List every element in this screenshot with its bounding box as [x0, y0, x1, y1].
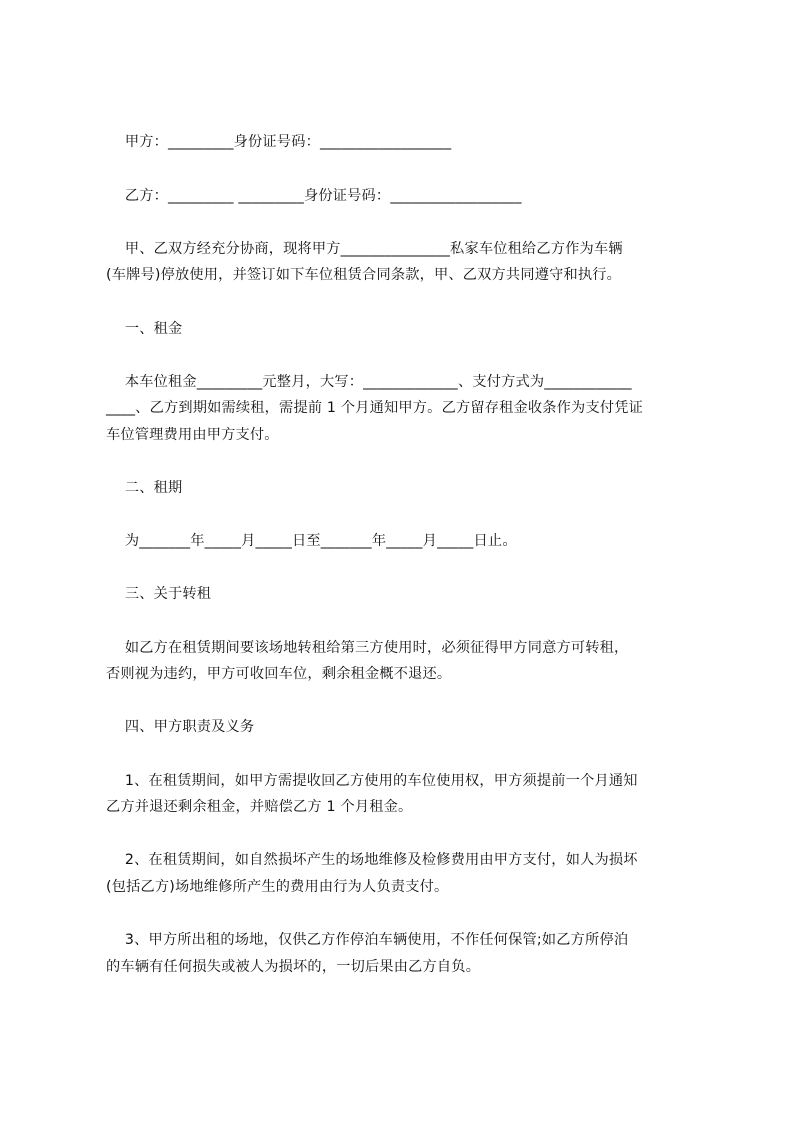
duty-2-line-1: 2、在租赁期间，如自然损坏产生的场地维修及检修费用由甲方支付，如人为损坏 — [106, 852, 638, 868]
rent-paragraph-line-1: 本车位租金_________元整月，大写：_____________、支付方式为____________ — [106, 374, 632, 390]
party-a-line: 甲方：_________身份证号码：__________________ — [106, 134, 452, 150]
section-heading-duties: 四、甲方职责及义务 — [106, 719, 255, 735]
term-paragraph: 为_______年_____月_____日至_______年_____月_____日止。 — [106, 533, 517, 549]
intro-paragraph-line-2: (车牌号)停放使用，并签订如下车位租赁合同条款，甲、乙双方共同遵守和执行。 — [106, 267, 622, 283]
section-heading-rent: 一、租金 — [106, 321, 183, 337]
duty-1-line-1: 1、在租赁期间，如甲方需提收回乙方使用的车位使用权，甲方须提前一个月通知 — [106, 773, 638, 789]
duty-1-line-2: 乙方并退还剩余租金，并赔偿乙方 1 个月租金。 — [106, 799, 413, 815]
rent-paragraph-line-2: ____、乙方到期如需续租，需提前 1 个月通知甲方。乙方留存租金收条作为支付凭证 — [106, 400, 643, 416]
section-heading-sublease: 三、关于转租 — [106, 586, 212, 602]
duty-2-line-2: (包括乙方)场地维修所产生的费用由行为人负责支付。 — [106, 879, 449, 895]
party-b-line: 乙方：_________ _________身份证号码：__________________ — [106, 188, 522, 204]
intro-paragraph-line-1: 甲、乙双方经充分协商，现将甲方_______________私家车位租给乙方作为车辆 — [106, 241, 623, 257]
duty-3-line-1: 3、甲方所出租的场地，仅供乙方作停泊车辆使用，不作任何保管;如乙方所停泊 — [106, 932, 629, 948]
rent-paragraph-line-3: 车位管理费用由甲方支付。 — [106, 427, 279, 443]
duty-3-line-2: 的车辆有任何损失或被人为损坏的，一切后果由乙方自负。 — [106, 959, 481, 975]
section-heading-term: 二、租期 — [106, 480, 183, 496]
sublease-paragraph-line-1: 如乙方在租赁期间要该场地转租给第三方使用时，必须征得甲方同意方可转租， — [106, 640, 629, 656]
sublease-paragraph-line-2: 否则视为违约，甲方可收回车位，剩余租金概不退还。 — [106, 666, 452, 682]
